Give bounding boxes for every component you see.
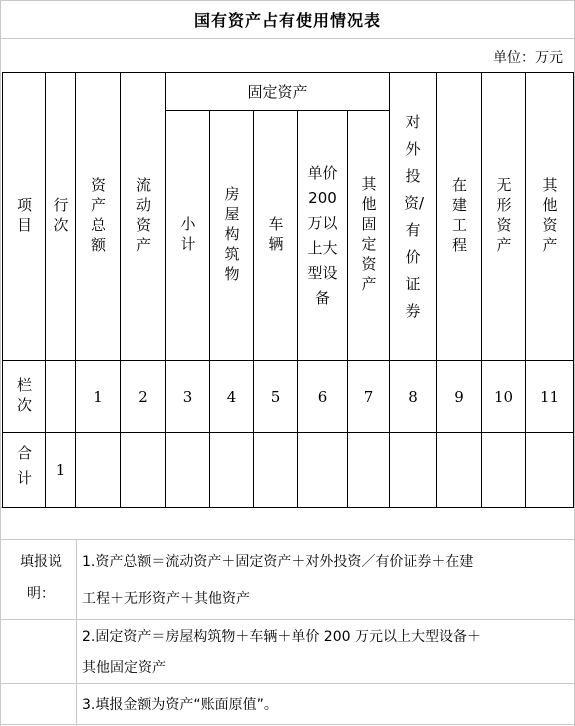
total-row-label — [3, 433, 45, 507]
column-number: 7 — [363, 387, 374, 406]
gridline — [0, 0, 575, 1]
column-number: 1 — [93, 387, 103, 406]
header-item — [3, 73, 45, 360]
gridline — [0, 0, 1, 726]
header-investments-label: 对外投资/有价证券 — [404, 112, 425, 320]
header-fixed-assets-label: 固定资产 — [247, 83, 308, 101]
table-border — [2, 507, 574, 508]
column-number: 4 — [226, 387, 237, 406]
gridline — [0, 619, 575, 620]
header-row-no — [46, 73, 75, 360]
header-large-equipment-label: 单价200万以上大型设备 — [307, 163, 338, 307]
note-line: 其他固定资产 — [82, 660, 166, 676]
header-buildings — [210, 111, 253, 360]
header-intangible-label: 无形资产 — [494, 176, 513, 257]
column-number: 3 — [182, 387, 193, 406]
note-line: 1.资产总额＝流动资产＋固定资产＋对外投资／有价证券＋在建 — [82, 554, 474, 570]
header-total-assets — [76, 73, 120, 360]
header-large-equipment — [298, 111, 347, 360]
header-fixed-assets — [166, 73, 389, 110]
column-number: 6 — [317, 387, 328, 406]
header-row-no-label: 行次 — [51, 196, 70, 237]
header-construction — [437, 73, 481, 360]
header-other-fixed-label: 其他固定资产 — [359, 175, 378, 296]
notes-label: 填报说明： — [20, 554, 62, 602]
header-buildings-label: 房屋构筑物 — [222, 185, 241, 286]
unit-label: 单位：万元 — [493, 50, 563, 66]
column-number: 10 — [493, 387, 514, 406]
column-number: 11 — [539, 387, 560, 406]
header-other-fixed — [348, 111, 389, 360]
total-row-number: 1 — [55, 461, 66, 479]
header-subtotal-label: 小计 — [178, 215, 197, 256]
gridline — [0, 539, 575, 540]
note-line: 3.填报金额为资产“账面原值”。 — [82, 697, 278, 713]
header-other-assets — [526, 73, 573, 360]
header-investments — [390, 73, 436, 360]
table-border — [573, 72, 574, 508]
note-line: 工程＋无形资产＋其他资产 — [82, 591, 250, 607]
header-vehicles-label: 车辆 — [266, 215, 285, 256]
gridline — [0, 38, 575, 39]
table-border — [2, 432, 574, 433]
header-current-assets-label: 流动资产 — [134, 176, 152, 257]
header-vehicles — [254, 111, 297, 360]
note-line: 2.固定资产＝房屋构筑物＋车辆＋单价 200 万元以上大型设备＋ — [82, 629, 481, 645]
header-other-assets-label: 其他资产 — [540, 176, 559, 257]
header-intangible — [482, 73, 525, 360]
column-number: 8 — [408, 387, 418, 406]
header-item-label: 项目 — [15, 196, 33, 237]
header-total-assets-label: 资产总额 — [89, 176, 107, 257]
gridline — [76, 539, 77, 726]
header-construction-label: 在建工程 — [450, 176, 468, 257]
header-subtotal — [166, 111, 209, 360]
column-number: 9 — [454, 387, 464, 406]
column-row-label-text: 栏次 — [15, 376, 33, 417]
gridline — [0, 724, 575, 725]
header-current-assets — [121, 73, 165, 360]
column-number: 5 — [270, 387, 281, 406]
total-row-label-text: 合计 — [15, 445, 33, 495]
column-row-label — [3, 361, 45, 432]
column-number: 2 — [138, 387, 148, 406]
page-title: 国有资产占有使用情况表 — [193, 11, 381, 30]
